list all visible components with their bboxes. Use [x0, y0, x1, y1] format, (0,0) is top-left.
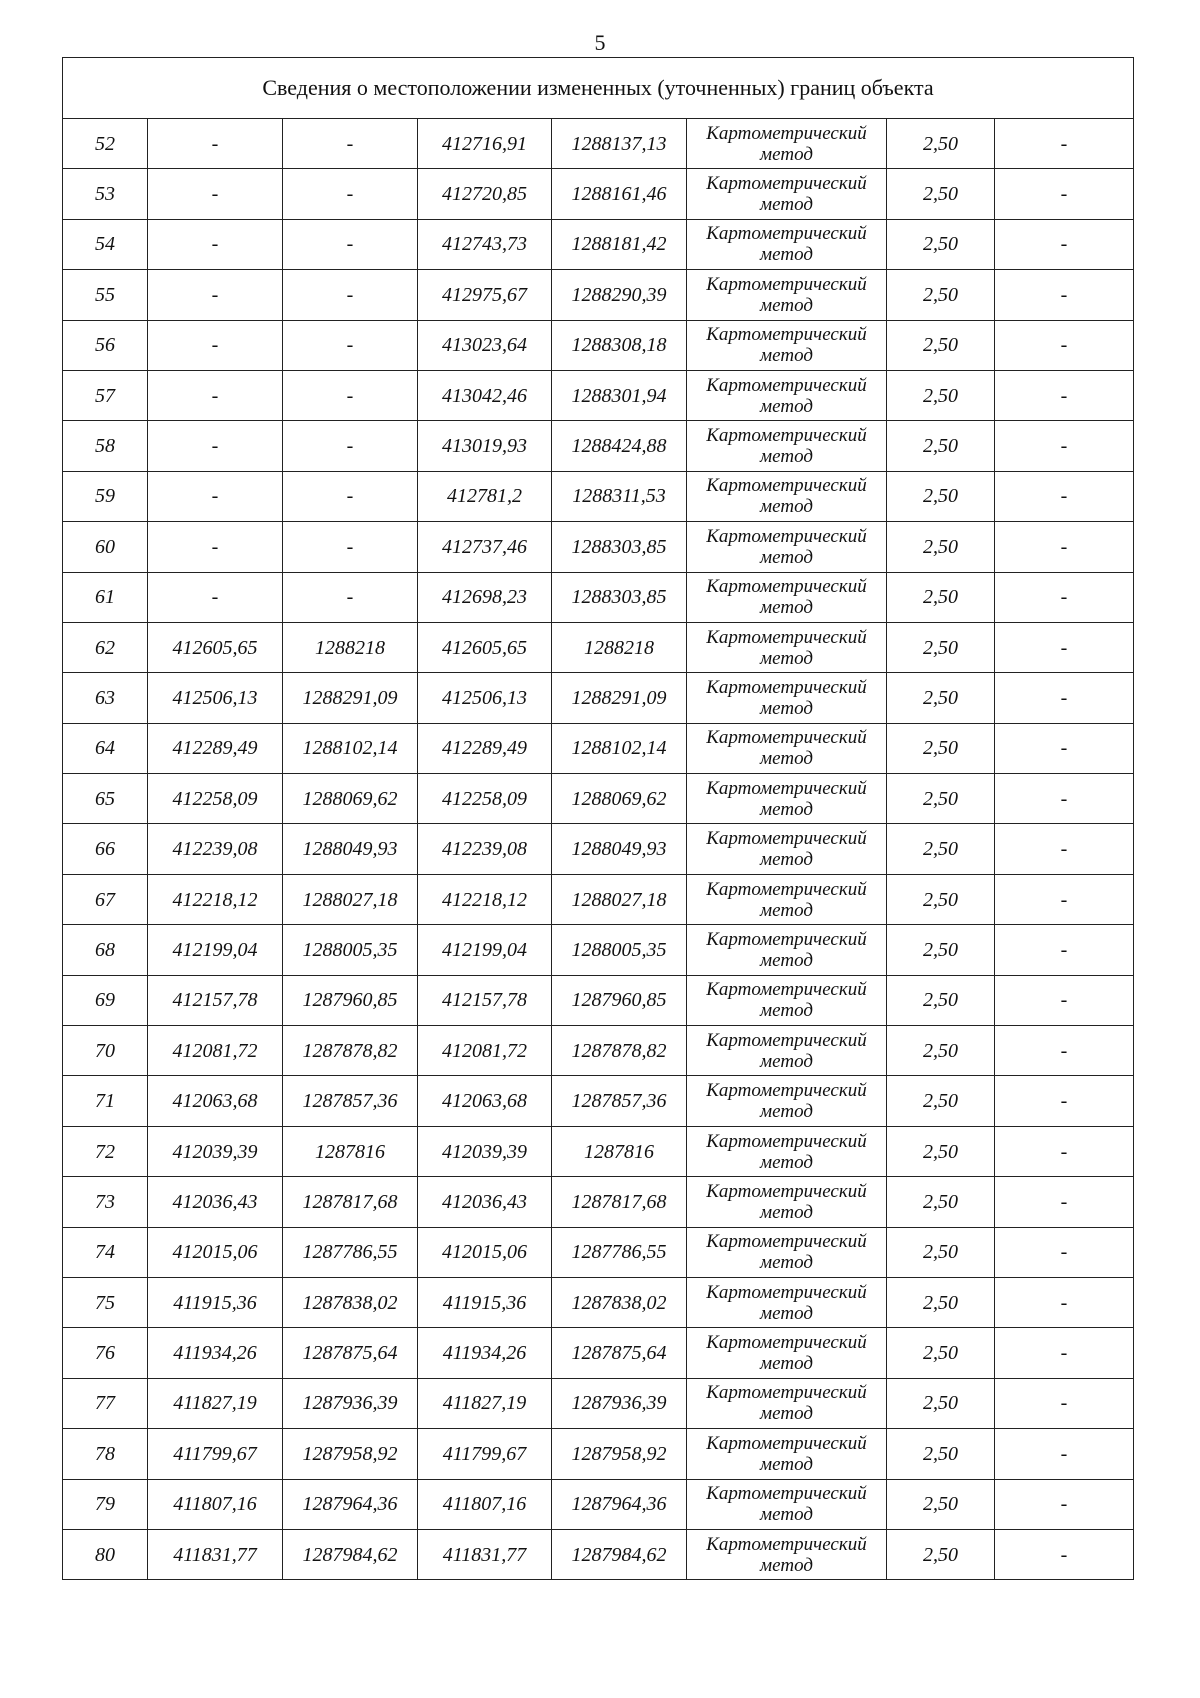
accuracy-cell: 2,50 — [887, 1479, 995, 1529]
x-old-cell: 412289,49 — [148, 723, 283, 773]
x-old-cell: - — [148, 320, 283, 370]
note-cell: - — [995, 1479, 1134, 1529]
accuracy-cell: 2,50 — [887, 522, 995, 572]
point-number-cell: 56 — [63, 320, 148, 370]
accuracy-cell: 2,50 — [887, 1429, 995, 1479]
y-old-cell: 1288102,14 — [283, 723, 418, 773]
point-number-cell: 54 — [63, 219, 148, 269]
table-row — [63, 824, 1134, 874]
x-new-cell: 412015,06 — [418, 1227, 552, 1277]
x-old-cell: 411934,26 — [148, 1328, 283, 1378]
x-new-cell: 411831,77 — [418, 1529, 552, 1579]
method-cell: Картометрический метод — [687, 975, 887, 1025]
accuracy-cell: 2,50 — [887, 119, 995, 169]
x-new-cell: 412218,12 — [418, 874, 552, 924]
y-new-cell: 1288161,46 — [552, 169, 687, 219]
y-new-cell: 1288027,18 — [552, 874, 687, 924]
table-row — [63, 219, 1134, 269]
method-cell: Картометрический метод — [687, 1126, 887, 1176]
x-new-cell: 412081,72 — [418, 1026, 552, 1076]
point-number-cell: 61 — [63, 572, 148, 622]
accuracy-cell: 2,50 — [887, 824, 995, 874]
point-number-cell: 69 — [63, 975, 148, 1025]
table-row — [63, 975, 1134, 1025]
note-cell: - — [995, 270, 1134, 320]
point-number-cell: 71 — [63, 1076, 148, 1126]
y-new-cell: 1288291,09 — [552, 673, 687, 723]
method-cell: Картометрический метод — [687, 471, 887, 521]
x-new-cell: 412716,91 — [418, 119, 552, 169]
accuracy-cell: 2,50 — [887, 1328, 995, 1378]
y-new-cell: 1288303,85 — [552, 572, 687, 622]
y-new-cell: 1288308,18 — [552, 320, 687, 370]
note-cell: - — [995, 169, 1134, 219]
accuracy-cell: 2,50 — [887, 169, 995, 219]
x-old-cell: 411827,19 — [148, 1378, 283, 1428]
note-cell: - — [995, 925, 1134, 975]
y-new-cell: 1288137,13 — [552, 119, 687, 169]
x-old-cell: - — [148, 370, 283, 420]
method-cell: Картометрический метод — [687, 774, 887, 824]
x-new-cell: 412063,68 — [418, 1076, 552, 1126]
method-cell: Картометрический метод — [687, 421, 887, 471]
table-row — [63, 471, 1134, 521]
x-old-cell: 411799,67 — [148, 1429, 283, 1479]
y-old-cell: - — [283, 270, 418, 320]
y-old-cell: - — [283, 471, 418, 521]
method-cell: Картометрический метод — [687, 1277, 887, 1327]
accuracy-cell: 2,50 — [887, 421, 995, 471]
note-cell: - — [995, 1429, 1134, 1479]
point-number-cell: 64 — [63, 723, 148, 773]
point-number-cell: 73 — [63, 1177, 148, 1227]
accuracy-cell: 2,50 — [887, 874, 995, 924]
method-cell: Картометрический метод — [687, 370, 887, 420]
note-cell: - — [995, 1529, 1134, 1579]
x-old-cell: 412157,78 — [148, 975, 283, 1025]
method-cell: Картометрический метод — [687, 673, 887, 723]
method-cell: Картометрический метод — [687, 925, 887, 975]
y-old-cell: 1287878,82 — [283, 1026, 418, 1076]
y-new-cell: 1288303,85 — [552, 522, 687, 572]
table-row — [63, 774, 1134, 824]
point-number-cell: 68 — [63, 925, 148, 975]
method-cell: Картометрический метод — [687, 119, 887, 169]
note-cell: - — [995, 1177, 1134, 1227]
table-row — [63, 370, 1134, 420]
x-new-cell: 412239,08 — [418, 824, 552, 874]
y-old-cell: 1288069,62 — [283, 774, 418, 824]
y-old-cell: 1288027,18 — [283, 874, 418, 924]
y-old-cell: - — [283, 572, 418, 622]
accuracy-cell: 2,50 — [887, 1277, 995, 1327]
method-cell: Картометрический метод — [687, 1378, 887, 1428]
x-old-cell: - — [148, 169, 283, 219]
method-cell: Картометрический метод — [687, 1529, 887, 1579]
method-cell: Картометрический метод — [687, 622, 887, 672]
point-number-cell: 76 — [63, 1328, 148, 1378]
x-new-cell: 411934,26 — [418, 1328, 552, 1378]
note-cell: - — [995, 1227, 1134, 1277]
point-number-cell: 60 — [63, 522, 148, 572]
x-old-cell: 412036,43 — [148, 1177, 283, 1227]
note-cell: - — [995, 219, 1134, 269]
point-number-cell: 53 — [63, 169, 148, 219]
y-new-cell: 1287958,92 — [552, 1429, 687, 1479]
point-number-cell: 57 — [63, 370, 148, 420]
table-row — [63, 1126, 1134, 1176]
x-old-cell: - — [148, 270, 283, 320]
point-number-cell: 70 — [63, 1026, 148, 1076]
accuracy-cell: 2,50 — [887, 622, 995, 672]
y-old-cell: - — [283, 320, 418, 370]
method-cell: Картометрический метод — [687, 1227, 887, 1277]
y-old-cell: 1287960,85 — [283, 975, 418, 1025]
y-old-cell: 1287875,64 — [283, 1328, 418, 1378]
accuracy-cell: 2,50 — [887, 270, 995, 320]
note-cell: - — [995, 622, 1134, 672]
x-new-cell: 412781,2 — [418, 471, 552, 521]
x-old-cell: 411915,36 — [148, 1277, 283, 1327]
y-new-cell: 1288069,62 — [552, 774, 687, 824]
x-new-cell: 412199,04 — [418, 925, 552, 975]
x-old-cell: - — [148, 471, 283, 521]
x-old-cell: 412218,12 — [148, 874, 283, 924]
accuracy-cell: 2,50 — [887, 975, 995, 1025]
y-old-cell: 1287958,92 — [283, 1429, 418, 1479]
table-row — [63, 421, 1134, 471]
method-cell: Картометрический метод — [687, 1076, 887, 1126]
y-old-cell: 1287936,39 — [283, 1378, 418, 1428]
point-number-cell: 63 — [63, 673, 148, 723]
accuracy-cell: 2,50 — [887, 1177, 995, 1227]
x-old-cell: 412258,09 — [148, 774, 283, 824]
y-old-cell: - — [283, 219, 418, 269]
accuracy-cell: 2,50 — [887, 1026, 995, 1076]
y-new-cell: 1287984,62 — [552, 1529, 687, 1579]
accuracy-cell: 2,50 — [887, 723, 995, 773]
x-new-cell: 411827,19 — [418, 1378, 552, 1428]
note-cell: - — [995, 522, 1134, 572]
table-row — [63, 1277, 1134, 1327]
accuracy-cell: 2,50 — [887, 1227, 995, 1277]
note-cell: - — [995, 370, 1134, 420]
x-old-cell: 412081,72 — [148, 1026, 283, 1076]
note-cell: - — [995, 1378, 1134, 1428]
table-row — [63, 1227, 1134, 1277]
x-old-cell: 412506,13 — [148, 673, 283, 723]
y-old-cell: 1287838,02 — [283, 1277, 418, 1327]
table-row — [63, 1529, 1134, 1579]
note-cell: - — [995, 673, 1134, 723]
y-new-cell: 1287875,64 — [552, 1328, 687, 1378]
point-number-cell: 75 — [63, 1277, 148, 1327]
y-old-cell: - — [283, 522, 418, 572]
y-old-cell: 1287984,62 — [283, 1529, 418, 1579]
point-number-cell: 58 — [63, 421, 148, 471]
x-old-cell: 411807,16 — [148, 1479, 283, 1529]
x-old-cell: 412199,04 — [148, 925, 283, 975]
y-old-cell: 1287964,36 — [283, 1479, 418, 1529]
point-number-cell: 67 — [63, 874, 148, 924]
y-new-cell: 1288102,14 — [552, 723, 687, 773]
x-new-cell: 411799,67 — [418, 1429, 552, 1479]
x-new-cell: 412258,09 — [418, 774, 552, 824]
table-row — [63, 1328, 1134, 1378]
page-number: 5 — [594, 30, 606, 55]
y-old-cell: - — [283, 169, 418, 219]
y-new-cell: 1287786,55 — [552, 1227, 687, 1277]
y-old-cell: 1288218 — [283, 622, 418, 672]
note-cell: - — [995, 1328, 1134, 1378]
x-new-cell: 412743,73 — [418, 219, 552, 269]
x-new-cell: 412975,67 — [418, 270, 552, 320]
boundary-coordinates-table — [62, 57, 1134, 1580]
point-number-cell: 78 — [63, 1429, 148, 1479]
y-old-cell: 1287817,68 — [283, 1177, 418, 1227]
note-cell: - — [995, 824, 1134, 874]
y-new-cell: 1288218 — [552, 622, 687, 672]
accuracy-cell: 2,50 — [887, 320, 995, 370]
y-new-cell: 1287878,82 — [552, 1026, 687, 1076]
x-old-cell: 412039,39 — [148, 1126, 283, 1176]
y-old-cell: 1288049,93 — [283, 824, 418, 874]
y-new-cell: 1287964,36 — [552, 1479, 687, 1529]
x-new-cell: 411807,16 — [418, 1479, 552, 1529]
x-old-cell: 412015,06 — [148, 1227, 283, 1277]
x-old-cell: - — [148, 219, 283, 269]
table-row — [63, 169, 1134, 219]
y-new-cell: 1287857,36 — [552, 1076, 687, 1126]
method-cell: Картометрический метод — [687, 1177, 887, 1227]
table-row — [63, 1378, 1134, 1428]
point-number-cell: 52 — [63, 119, 148, 169]
table-row — [63, 119, 1134, 169]
y-old-cell: 1287857,36 — [283, 1076, 418, 1126]
point-number-cell: 66 — [63, 824, 148, 874]
y-old-cell: - — [283, 119, 418, 169]
x-new-cell: 412737,46 — [418, 522, 552, 572]
x-new-cell: 413023,64 — [418, 320, 552, 370]
accuracy-cell: 2,50 — [887, 1126, 995, 1176]
note-cell: - — [995, 421, 1134, 471]
table-title-row — [63, 58, 1134, 119]
y-new-cell: 1287817,68 — [552, 1177, 687, 1227]
x-old-cell: - — [148, 421, 283, 471]
y-old-cell: 1288005,35 — [283, 925, 418, 975]
x-old-cell: 411831,77 — [148, 1529, 283, 1579]
point-number-cell: 62 — [63, 622, 148, 672]
accuracy-cell: 2,50 — [887, 219, 995, 269]
y-new-cell: 1288049,93 — [552, 824, 687, 874]
y-new-cell: 1287816 — [552, 1126, 687, 1176]
x-old-cell: 412239,08 — [148, 824, 283, 874]
accuracy-cell: 2,50 — [887, 471, 995, 521]
x-new-cell: 413019,93 — [418, 421, 552, 471]
y-old-cell: - — [283, 370, 418, 420]
accuracy-cell: 2,50 — [887, 1529, 995, 1579]
table-row — [63, 723, 1134, 773]
x-old-cell: 412605,65 — [148, 622, 283, 672]
note-cell: - — [995, 572, 1134, 622]
accuracy-cell: 2,50 — [887, 1378, 995, 1428]
note-cell: - — [995, 119, 1134, 169]
table-row — [63, 1479, 1134, 1529]
accuracy-cell: 2,50 — [887, 925, 995, 975]
x-new-cell: 412157,78 — [418, 975, 552, 1025]
method-cell: Картометрический метод — [687, 270, 887, 320]
table-row — [63, 270, 1134, 320]
x-old-cell: - — [148, 522, 283, 572]
accuracy-cell: 2,50 — [887, 774, 995, 824]
table-row — [63, 874, 1134, 924]
table-row — [63, 622, 1134, 672]
y-new-cell: 1288424,88 — [552, 421, 687, 471]
point-number-cell: 72 — [63, 1126, 148, 1176]
y-old-cell: 1287786,55 — [283, 1227, 418, 1277]
y-new-cell: 1287960,85 — [552, 975, 687, 1025]
note-cell: - — [995, 320, 1134, 370]
note-cell: - — [995, 1126, 1134, 1176]
x-new-cell: 411915,36 — [418, 1277, 552, 1327]
method-cell: Картометрический метод — [687, 1026, 887, 1076]
table-title: Сведения о местоположении измененных (уточненных) границ объекта — [63, 58, 1134, 119]
y-new-cell: 1288181,42 — [552, 219, 687, 269]
table-row — [63, 1429, 1134, 1479]
x-new-cell: 412036,43 — [418, 1177, 552, 1227]
note-cell: - — [995, 874, 1134, 924]
method-cell: Картометрический метод — [687, 320, 887, 370]
table-row — [63, 925, 1134, 975]
y-old-cell: 1288291,09 — [283, 673, 418, 723]
method-cell: Картометрический метод — [687, 169, 887, 219]
x-old-cell: - — [148, 119, 283, 169]
method-cell: Картометрический метод — [687, 572, 887, 622]
x-new-cell: 412720,85 — [418, 169, 552, 219]
point-number-cell: 80 — [63, 1529, 148, 1579]
method-cell: Картометрический метод — [687, 874, 887, 924]
table-row — [63, 522, 1134, 572]
y-new-cell: 1287838,02 — [552, 1277, 687, 1327]
y-old-cell: - — [283, 421, 418, 471]
y-new-cell: 1288290,39 — [552, 270, 687, 320]
note-cell: - — [995, 1026, 1134, 1076]
y-new-cell: 1288005,35 — [552, 925, 687, 975]
point-number-cell: 55 — [63, 270, 148, 320]
x-new-cell: 412506,13 — [418, 673, 552, 723]
note-cell: - — [995, 774, 1134, 824]
point-number-cell: 79 — [63, 1479, 148, 1529]
method-cell: Картометрический метод — [687, 219, 887, 269]
y-new-cell: 1287936,39 — [552, 1378, 687, 1428]
point-number-cell: 59 — [63, 471, 148, 521]
point-number-cell: 65 — [63, 774, 148, 824]
x-new-cell: 412605,65 — [418, 622, 552, 672]
accuracy-cell: 2,50 — [887, 572, 995, 622]
x-new-cell: 412039,39 — [418, 1126, 552, 1176]
method-cell: Картометрический метод — [687, 824, 887, 874]
accuracy-cell: 2,50 — [887, 370, 995, 420]
point-number-cell: 77 — [63, 1378, 148, 1428]
note-cell: - — [995, 471, 1134, 521]
method-cell: Картометрический метод — [687, 723, 887, 773]
x-old-cell: 412063,68 — [148, 1076, 283, 1126]
method-cell: Картометрический метод — [687, 522, 887, 572]
table-row — [63, 1177, 1134, 1227]
x-old-cell: - — [148, 572, 283, 622]
method-cell: Картометрический метод — [687, 1479, 887, 1529]
table-row — [63, 320, 1134, 370]
table-row — [63, 673, 1134, 723]
note-cell: - — [995, 1277, 1134, 1327]
method-cell: Картометрический метод — [687, 1429, 887, 1479]
note-cell: - — [995, 975, 1134, 1025]
note-cell: - — [995, 723, 1134, 773]
accuracy-cell: 2,50 — [887, 1076, 995, 1126]
y-old-cell: 1287816 — [283, 1126, 418, 1176]
x-new-cell: 412698,23 — [418, 572, 552, 622]
table-row — [63, 1076, 1134, 1126]
y-new-cell: 1288301,94 — [552, 370, 687, 420]
table-row — [63, 1026, 1134, 1076]
x-new-cell: 413042,46 — [418, 370, 552, 420]
method-cell: Картометрический метод — [687, 1328, 887, 1378]
note-cell: - — [995, 1076, 1134, 1126]
accuracy-cell: 2,50 — [887, 673, 995, 723]
y-new-cell: 1288311,53 — [552, 471, 687, 521]
table-row — [63, 572, 1134, 622]
point-number-cell: 74 — [63, 1227, 148, 1277]
x-new-cell: 412289,49 — [418, 723, 552, 773]
